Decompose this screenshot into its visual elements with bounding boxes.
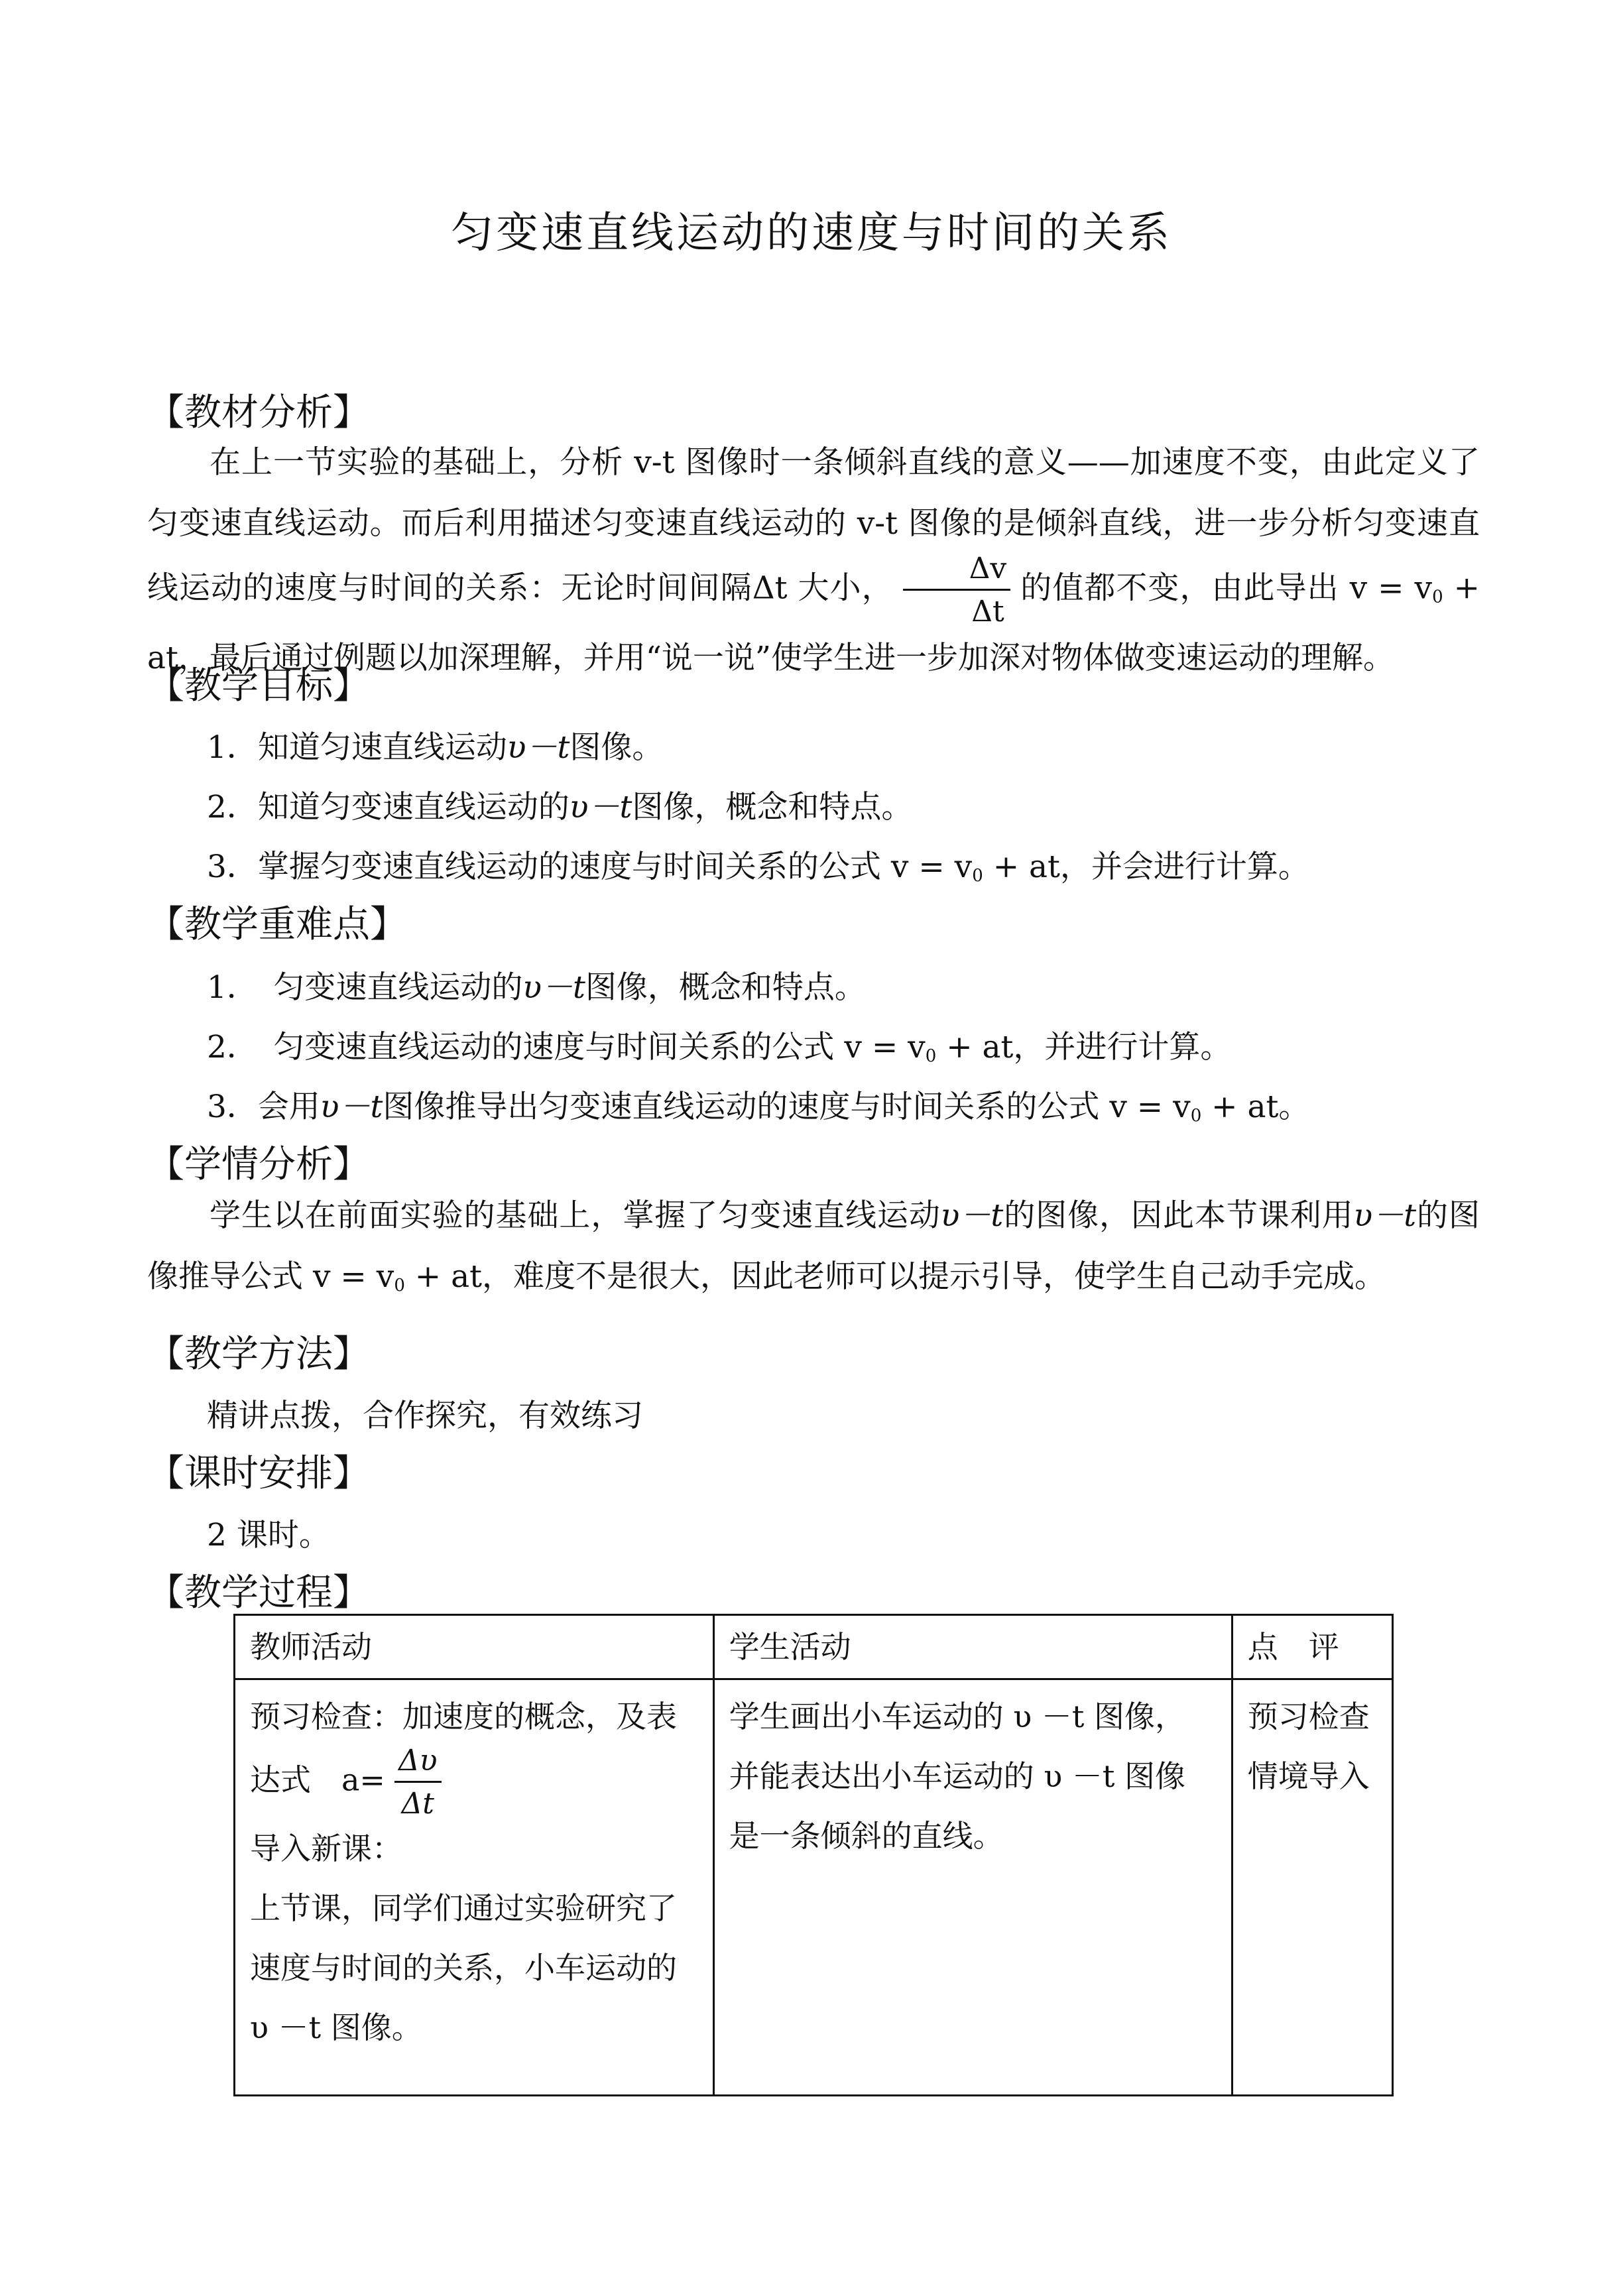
subscript-zero: 0 (1432, 587, 1443, 607)
heading-student-analysis: 【学情分析】 (147, 1143, 370, 1186)
subscript-zero: 0 (925, 1046, 937, 1066)
delta-v-over-delta-t-fraction (903, 554, 1011, 627)
fraction-denominator: Δt (971, 595, 1004, 629)
heading-teaching-goals: 【教学目标】 (147, 664, 370, 707)
acceleration-fraction (394, 1746, 442, 1819)
fraction-denominator: Δt (401, 1787, 434, 1821)
keypoint-1-text-end: 图像，概念和特点。 (585, 969, 866, 1006)
teaching-method-text: 精讲点拨，合作探究，有效练习 (207, 1398, 643, 1434)
student-text-3: 的图像推导公式 v = v (147, 1197, 1480, 1295)
teacher-line-4: 上节课，同学们通过实验研究了 (250, 1890, 677, 1926)
keypoint-item-2 (207, 1022, 1231, 1067)
goal-item-3 (207, 842, 1309, 886)
student-line-2: 并能表达出小车运动的 υ －t 图像 (729, 1758, 1185, 1794)
heading-teaching-process: 【教学过程】 (147, 1571, 370, 1614)
keypoint-1-text: 1． 匀变速直线运动的 (207, 969, 523, 1006)
heading-material-analysis: 【教材分析】 (147, 391, 370, 434)
goal-3-text-end: + at，并会进行计算。 (983, 849, 1309, 885)
heading-teaching-method: 【教学方法】 (147, 1333, 370, 1376)
material-text-1: 在上一节实验的基础上，分析 v-t 图像时一条倾斜直线的意义——加速度不变，由此定义了匀变速直线运动。而后利用描述匀变速直线运动的 v-t 图像的是倾斜直线，进一步分析匀变速直线运动的速度与时间的关系：无论时间间隔Δt 大小， (147, 444, 1480, 607)
student-line-3: 是一条倾斜的直线。 (729, 1818, 1004, 1854)
vt-symbol: υ－t (1353, 1197, 1417, 1234)
teaching-process-table (233, 1614, 1394, 2096)
schedule-text: 2 课时。 (207, 1517, 330, 1553)
subscript-zero: 0 (1190, 1106, 1202, 1126)
keypoint-item-3 (207, 1082, 1309, 1126)
goal-2-text: 2．知道匀变速直线运动的 (207, 789, 570, 825)
teacher-line-1: 预习检查：加速度的概念，及表 (250, 1699, 677, 1734)
formula-label: 达式 a= (250, 1762, 385, 1798)
subscript-zero: 0 (394, 1276, 405, 1296)
student-text-1: 学生以在前面实验的基础上，掌握了匀变速直线运动 (210, 1197, 941, 1234)
keypoint-3-text: 3．会用 (207, 1089, 320, 1125)
student-line-1: 学生画出小车运动的 υ －t 图像， (729, 1699, 1185, 1734)
teacher-line-5: 速度与时间的关系，小车运动的 (250, 1950, 677, 1986)
page-title: 匀变速直线运动的速度与时间的关系 (451, 209, 1172, 258)
teacher-line-3: 导入新课： (250, 1831, 402, 1866)
goal-2-text-end: 图像，概念和特点。 (632, 789, 913, 825)
table-row (235, 1679, 1393, 2096)
vt-symbol: υ－t (320, 1089, 383, 1125)
goal-3-text: 3．掌握匀变速直线运动的速度与时间关系的公式 v = v (207, 849, 973, 885)
heading-key-points: 【教学重难点】 (147, 903, 407, 946)
teacher-line-6: υ －t 图像。 (250, 2010, 422, 2045)
keypoint-2-text-end: + at，并进行计算。 (936, 1029, 1232, 1065)
subscript-zero: 0 (972, 866, 983, 886)
remark-line-2: 情境导入 (1247, 1758, 1370, 1794)
goal-item-2 (207, 782, 912, 827)
fraction-numerator: Δυ (394, 1746, 442, 1783)
material-text-2: 的值都不变，由此导出 v = v (1020, 570, 1433, 607)
teacher-line-2 (250, 1746, 698, 1819)
material-analysis-paragraph (147, 432, 1480, 689)
vt-symbol: υ－t (940, 1197, 1004, 1234)
goal-1-text: 1．知道匀速直线运动 (207, 729, 507, 766)
remark-line-1: 预习检查 (1247, 1699, 1370, 1734)
keypoint-2-text: 2． 匀变速直线运动的速度与时间关系的公式 v = v (207, 1029, 926, 1065)
table-header-row (235, 1615, 1393, 1679)
student-activity-cell (713, 1679, 1232, 2096)
vt-symbol: υ－t (507, 729, 570, 766)
teacher-activity-cell (235, 1679, 714, 2096)
header-remark: 点 评 (1232, 1615, 1392, 1679)
vt-symbol: υ－t (569, 789, 632, 825)
keypoint-3-text-mid: 图像推导出匀变速直线运动的速度与时间关系的公式 v = v (383, 1089, 1191, 1125)
heading-schedule: 【课时安排】 (147, 1452, 370, 1495)
student-analysis-paragraph (147, 1185, 1480, 1316)
student-text-2: 的图像，因此本节课利用 (1003, 1197, 1354, 1234)
goal-item-1 (207, 723, 663, 767)
keypoint-item-1 (207, 963, 866, 1007)
fraction-numerator: Δv (903, 554, 1011, 591)
goal-1-text-end: 图像。 (570, 729, 664, 766)
material-text-3: + at，最后通过例题以加深理解，并用“说一说”使学生进一步加深对物体做变速运动的理解。 (147, 570, 1480, 676)
student-text-4: + at，难度不是很大，因此老师可以提示引导，使学生自己动手完成。 (404, 1258, 1386, 1295)
remark-cell (1232, 1679, 1392, 2096)
vt-symbol: υ－t (522, 969, 585, 1006)
header-teacher-activity: 教师活动 (235, 1615, 714, 1679)
header-student-activity: 学生活动 (713, 1615, 1232, 1679)
keypoint-3-text-end: + at。 (1201, 1089, 1310, 1125)
